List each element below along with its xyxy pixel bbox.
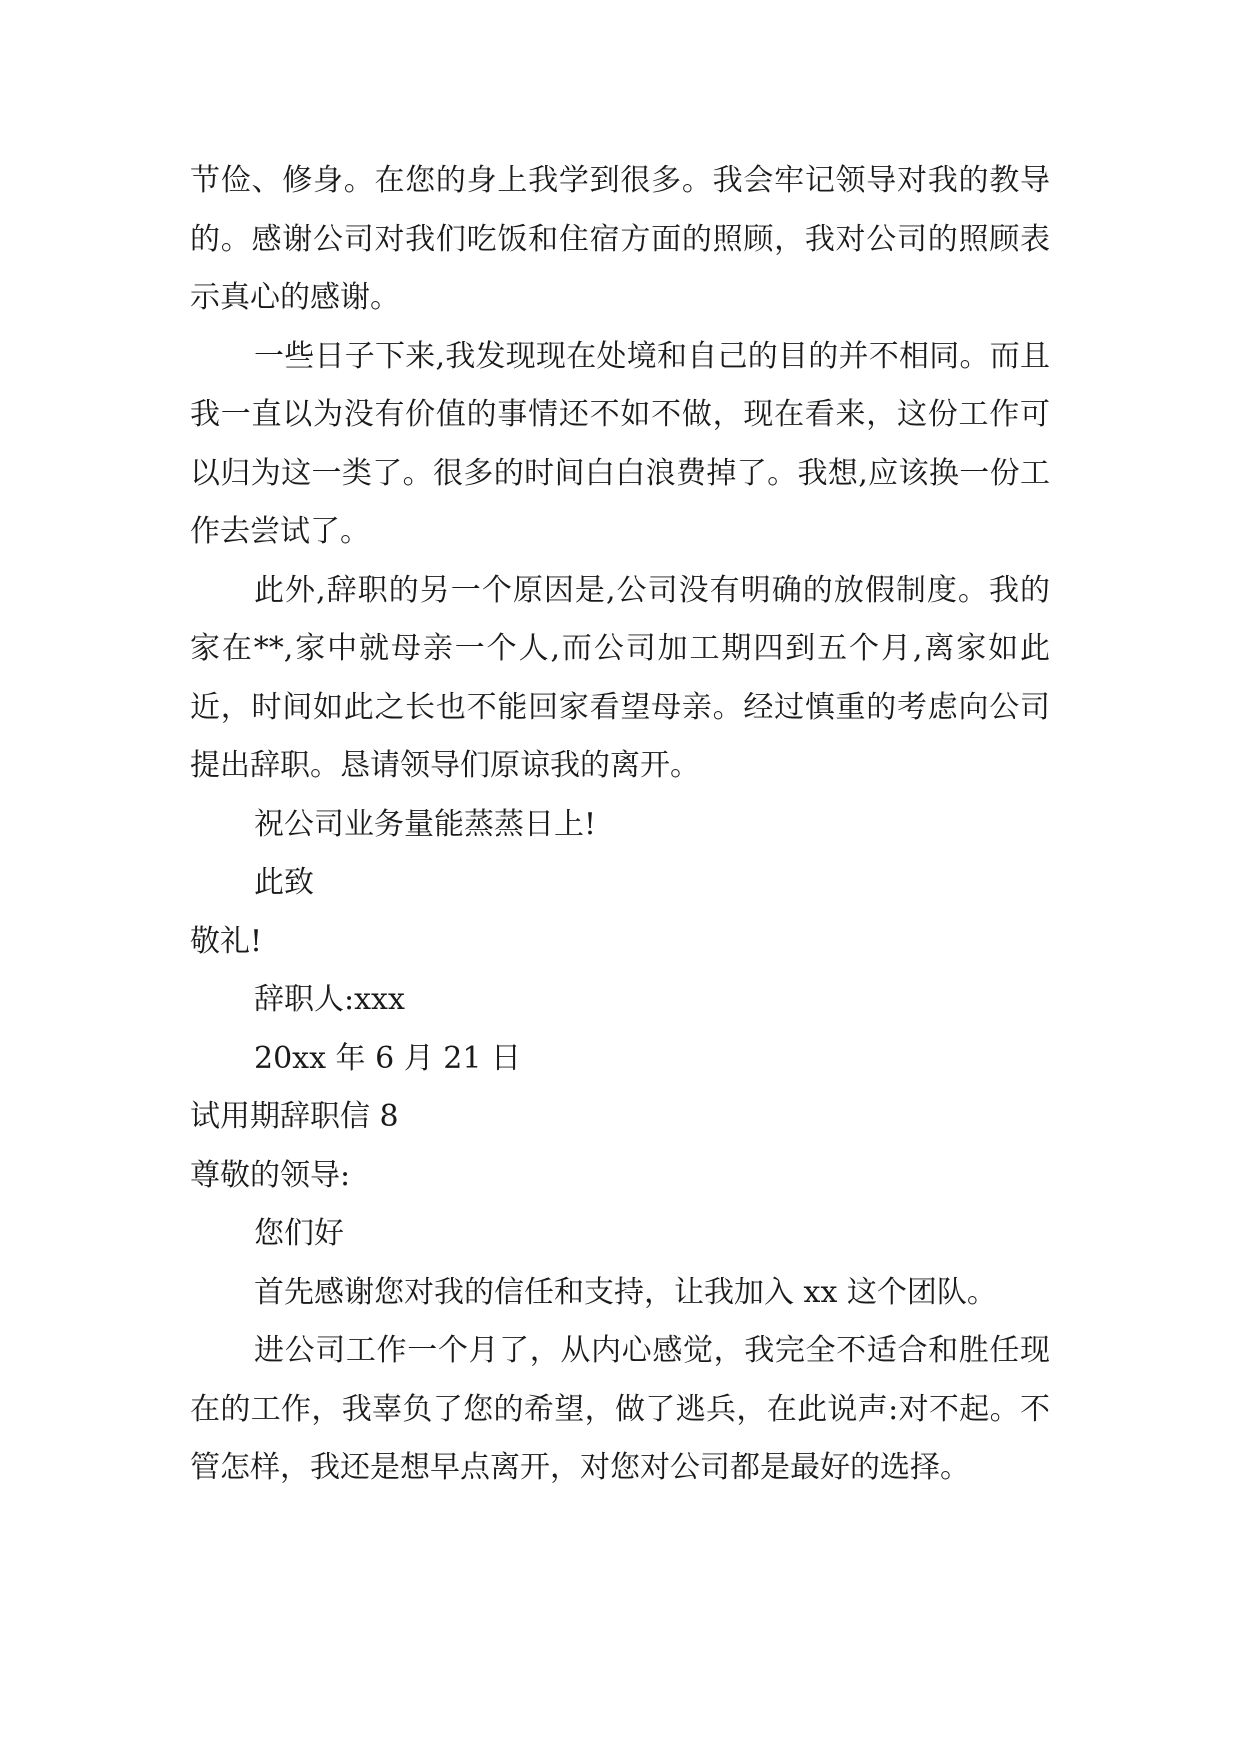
closing-salutation: 此致	[254, 865, 314, 900]
section-title: 试用期辞职信 8	[190, 1099, 399, 1134]
closing-regards: 敬礼!	[190, 923, 263, 959]
signature-name: 辞职人:xxx	[254, 982, 405, 1017]
paragraph-reason-holiday: 此外,辞职的另一个原因是,公司没有明确的放假制度。我的家在**,家中就母亲一个人,而公司加工期四到五个月,离家如此近，时间如此之长也不能回家看望母亲。经过慎重的考虑向公司提出辞职。恳请领导们原谅我的离开。	[190, 572, 1050, 783]
document-body	[190, 152, 1050, 1498]
letter-greeting: 尊敬的领导:	[190, 1157, 351, 1193]
paragraph-wish: 祝公司业务量能蒸蒸日上!	[254, 806, 597, 842]
letter-hello: 您们好	[254, 1216, 344, 1251]
signature-date: 20xx 年 6 月 21 日	[254, 1040, 521, 1076]
paragraph-reason-work: 一些日子下来,我发现现在处境和自己的目的并不相同。而且我一直以为没有价值的事情还不如不做，现在看来，这份工作可以归为这一类了。很多的时间白白浪费掉了。我想,应该换一份工作去尝试了。	[190, 338, 1050, 549]
paragraph-thanks: 节俭、修身。在您的身上我学到很多。我会牢记领导对我的教导的。感谢公司对我们吃饭和住宿方面的照顾，我对公司的照顾表示真心的感谢。	[190, 163, 1050, 315]
paragraph-gratitude: 首先感谢您对我的信任和支持，让我加入 xx 这个团队。	[254, 1274, 997, 1310]
paragraph-resignation-reason: 进公司工作一个月了，从内心感觉，我完全不适合和胜任现在的工作，我辜负了您的希望，做了逃兵，在此说声:对不起。不管怎样，我还是想早点离开，对您对公司都是最好的选择。	[190, 1333, 1050, 1485]
